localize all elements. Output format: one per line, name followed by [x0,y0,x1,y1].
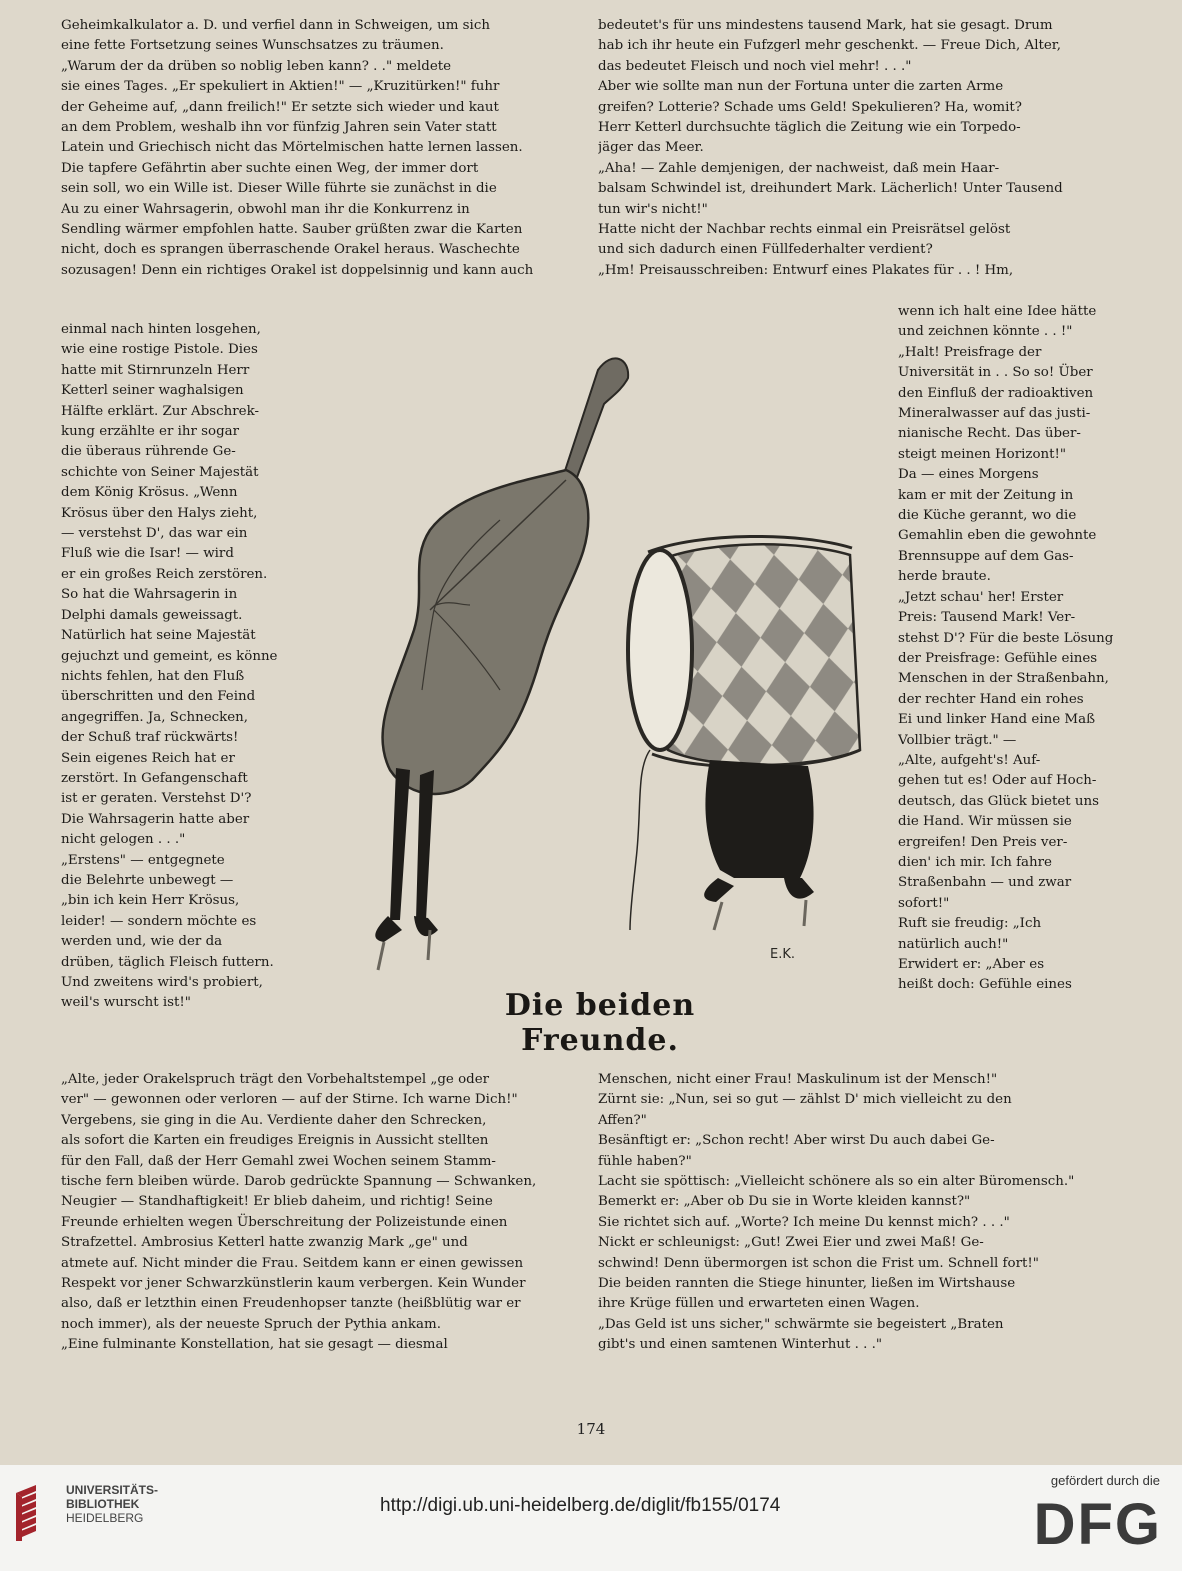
text-line: Nickt er schleunigst: „Gut! Zwei Eier und zwei Maß! Ge- [598,1235,984,1251]
text-line: dem König Krösus. „Wenn [61,485,238,501]
text-line: Preis: Tausend Mark! Ver- [898,610,1076,626]
text-line: die überaus rührende Ge- [61,444,236,460]
text-line: leider! — sondern möchte es [61,913,257,929]
text-line: Fluß wie die Isar! — wird [61,546,234,562]
text-line: Ei und linker Hand eine Maß [898,712,1096,728]
text-line: an dem Problem, weshalb ihn vor fünfzig Jahren sein Vater statt [61,120,497,136]
text-line: heißt doch: Gefühle eines [898,977,1072,993]
funded-by-label: gefördert durch die [1050,1473,1160,1488]
library-name-line: BIBLIOTHEK [66,1497,140,1511]
text-line: tun wir's nicht!" [598,201,708,217]
text-line: „Erstens" — entgegnete [61,852,225,868]
text-line: hab ich ihr heute ein Fufzgerl mehr geschenkt. — Freue Dich, Alter, [598,38,1061,54]
text-line: Universität in . . So so! Über [898,365,1093,381]
text-line: Freunde erhielten wegen Überschreitung der Polizeistunde einen [61,1214,508,1230]
text-line: einmal nach hinten losgehen, [61,322,261,337]
text-line: Bemerkt er: „Aber ob Du sie in Worte kleiden kannst?" [598,1194,971,1210]
text-line: gehen tut es! Oder auf Hoch- [898,773,1097,789]
text-line: drüben, täglich Fleisch futtern. [61,954,274,970]
text-line: sofort!" [898,895,950,911]
text-line: nicht gelogen . . ." [61,832,186,848]
text-line: stehst D'? Für die beste Lösung [898,630,1114,646]
text-line: gejuchzt und gemeint, es könne [61,648,278,664]
text-line: Krösus über den Halys zieht, [61,505,258,521]
text-line: balsam Schwindel ist, dreihundert Mark. Lächerlich! Unter Tausend [598,181,1063,197]
text-line: Herr Ketterl durchsuchte täglich die Zeitung wie ein Torpedo- [598,120,1021,136]
library-name-line: UNIVERSITÄTS- [66,1483,159,1497]
text-line: wenn ich halt eine Idee hätte [898,304,1097,319]
dfg-logo[interactable]: DFG [1033,1492,1162,1557]
text-line: Affen?" [598,1112,647,1128]
text-line: Strafzettel. Ambrosius Ketterl hatte zwanzig Mark „ge" und [61,1235,468,1251]
library-name-line: HEIDELBERG [66,1511,144,1525]
text-line: Menschen, nicht einer Frau! Maskulinum ist der Mensch!" [598,1072,998,1087]
text-line: schichte von Seiner Majestät [61,464,259,480]
text-line: „Warum der da drüben so noblig leben kann? . ." meldete [61,58,452,74]
text-line: tische fern bleiben würde. Darob gedrückte Spannung — Schwanken, [61,1174,537,1190]
text-line: Besänftigt er: „Schon recht! Aber wirst Du auch dabei Ge- [598,1133,995,1149]
text-line: Respekt vor jener Schwarzkünstlerin kaum verbergen. Kein Wunder [61,1276,526,1292]
text-line: schwind! Denn übermorgen ist schon die Frist um. Schnell fort!" [598,1255,1039,1271]
text-line: deutsch, das Glück bietet uns [898,793,1100,809]
left-column-narrow [61,320,289,1014]
text-line: Sein eigenes Reich hat er [61,750,235,766]
text-line: Hälfte erklärt. Zur Abschrek- [61,403,260,419]
text-line: hatte mit Stirnrunzeln Herr [61,362,250,378]
text-line: „Jetzt schau' her! Erster [898,589,1064,605]
text-line: Hatte nicht der Nachbar rechts einmal ein Preisrätsel gelöst [598,222,1011,238]
text-line: Delphi damals geweissagt. [61,607,243,623]
double-bass-figure [375,358,628,970]
text-line: Die beiden rannten die Stiege hinunter, ließen im Wirtshause [598,1276,1016,1292]
text-line: Au zu einer Wahrsagerin, obwohl man ihr die Konkurrenz in [61,201,470,217]
text-line: Ketterl seiner waghalsigen [61,383,244,399]
text-line: und zeichnen könnte . . !" [898,324,1073,340]
text-line: Straßenbahn — und zwar [898,875,1072,891]
text-line: überschritten und den Feind [61,689,256,705]
text-line: werden und, wie der da [61,934,223,950]
text-line: „Das Geld ist uns sicher," schwärmte sie begeistert „Braten [598,1316,1004,1332]
library-name[interactable] [66,1483,158,1525]
text-line: greifen? Lotterie? Schade ums Geld! Spekulieren? Ha, womit? [598,99,1022,115]
text-line: nicht, doch es sprangen überraschende Orakel heraus. Waschechte [61,242,520,258]
text-line: Geheimkalkulator a. D. und verfiel dann in Schweigen, um sich [61,18,490,33]
text-line: nianische Recht. Das über- [898,426,1081,442]
text-line: und sich dadurch einen Füllfederhalter verdient? [598,242,933,258]
text-line: der Schuß traf rückwärts! [61,730,239,746]
text-line: Mineralwasser auf das justi- [898,406,1091,422]
text-line: ist er geraten. Verstehst D'? [61,791,252,807]
text-line: also, daß er letzthin einen Freudenhopser tanzte (heißblütig war er [61,1296,521,1312]
viewer-footer [0,1465,1182,1571]
text-line: noch immer), als der neueste Spruch der Pythia ankam. [61,1316,441,1332]
text-line: kung erzählte er ihr sogar [61,424,240,440]
text-line: Vergebens, sie ging in die Au. Verdiente daher den Schrecken, [61,1112,487,1128]
text-line: Und zweitens wird's probiert, [61,975,263,990]
artist-signature: E.K. [770,947,796,962]
text-line: Ruft sie freudig: „Ich [898,916,1042,932]
permalink-url[interactable]: http://digi.ub.uni-heidelberg.de/diglit/fb155/0174 [380,1495,781,1516]
text-line: der rechter Hand ein rohes [898,691,1084,707]
illustration-two-friends [330,330,890,990]
right-column-bottom [598,1070,1126,1356]
text-line: fühle haben?" [598,1153,692,1169]
page-number: 174 [576,1420,606,1438]
text-line: „Aha! — Zahle demjenigen, der nachweist, daß mein Haar- [598,160,1000,176]
text-line: er ein großes Reich zerstören. [61,566,268,582]
text-line: kam er mit der Zeitung in [898,487,1074,503]
text-line: Latein und Griechisch nicht das Mörtelmischen hatte lernen lassen. [61,140,523,156]
text-line: den Einfluß der radioaktiven [898,385,1094,401]
text-line: ergreifen! Den Preis ver- [898,834,1068,850]
drum-figure [628,536,860,930]
text-line: das bedeutet Fleisch und noch viel mehr! . . ." [598,58,912,74]
text-line: dien' ich mir. Ich fahre [898,854,1052,870]
text-line: — verstehst D', das war ein [61,526,248,542]
text-line: Aber wie sollte man nun der Fortuna unter die zarten Arme [598,79,1004,95]
text-line: „Hm! Preisausschreiben: Entwurf eines Plakates für . . ! Hm, [598,262,1014,278]
right-column-narrow [898,302,1124,996]
text-line: Zürnt sie: „Nun, sei so gut — zählst D' mich vielleicht zu den [598,1092,1012,1108]
text-line: gibt's und einen samtenen Winterhut . . ." [598,1337,883,1353]
text-line: „Eine fulminante Konstellation, hat sie gesagt — diesmal [61,1337,448,1353]
text-line: „Alte, jeder Orakelspruch trägt den Vorbehaltstempel „ge oder [61,1072,490,1087]
text-line: weil's wurscht ist!" [61,995,191,1011]
text-line: Sendling wärmer empfohlen hatte. Sauber grüßten zwar die Karten [61,222,523,238]
text-line: ver" — gewonnen oder verloren — auf der Stirne. Ich warne Dich!" [61,1092,518,1108]
text-line: nichts fehlen, hat den Fluß [61,668,245,684]
text-line: bedeutet's für uns mindestens tausend Mark, hat sie gesagt. Drum [598,18,1053,33]
text-line: herde braute. [898,569,991,585]
text-line: Brennsuppe auf dem Gas- [898,548,1074,564]
text-line: Da — eines Morgens [898,467,1039,483]
text-line: eine fette Fortsetzung seines Wunschsatzes zu träumen. [61,38,444,54]
text-line: Menschen in der Straßenbahn, [898,671,1109,687]
text-line: sein soll, wo ein Wille ist. Dieser Wille führte sie zunächst in die [61,181,497,197]
text-line: die Belehrte unbewegt — [61,872,234,888]
text-line: „Halt! Preisfrage der [898,344,1042,360]
text-line: die Hand. Wir müssen sie [898,814,1072,830]
text-line: zerstört. In Gefangenschaft [61,770,248,786]
text-line: „Alte, aufgeht's! Auf- [898,752,1041,768]
text-line: sozusagen! Denn ein richtiges Orakel ist doppelsinnig und kann auch [61,262,534,278]
text-line: Natürlich hat seine Majestät [61,628,256,644]
text-line: Gemahlin eben die gewohnte [898,528,1097,544]
text-line: Sie richtet sich auf. „Worte? Ich meine Du kennst mich? . . ." [598,1214,1010,1230]
text-line: Erwidert er: „Aber es [898,957,1045,972]
text-line: Lacht sie spöttisch: „Vielleicht schönere als so ein alter Büromensch." [598,1174,1075,1190]
text-line: angegriffen. Ja, Schnecken, [61,709,249,725]
text-line: Die tapfere Gefährtin aber suchte einen Weg, der immer dort [61,160,479,176]
text-line: der Preisfrage: Gefühle eines [898,650,1098,666]
text-line: für den Fall, daß der Herr Gemahl zwei Wochen seinem Stamm- [61,1153,496,1169]
left-column-top [61,16,582,281]
text-line: sie eines Tages. „Er spekuliert in Aktien!" — „Kruzitürken!" fuhr [61,79,500,95]
text-line: der Geheime auf, „dann freilich!" Er setzte sich wieder und kaut [61,99,499,115]
text-line: natürlich auch!" [898,936,1009,952]
text-line: als sofort die Karten ein freudiges Ereignis in Aussicht stellten [61,1133,489,1149]
left-column-bottom [61,1070,587,1356]
text-line: ihre Krüge füllen und erwarteten einen Wagen. [598,1296,920,1312]
text-line: „bin ich kein Herr Krösus, [61,893,240,909]
text-line: So hat die Wahrsagerin in [61,587,238,603]
text-line: jäger das Meer. [598,140,704,156]
right-column-top [598,16,1122,281]
text-line: Die Wahrsagerin hatte aber [61,811,250,827]
text-line: wie eine rostige Pistole. Dies [61,342,258,358]
text-line: steigt meinen Horizont!" [898,446,1067,462]
library-logo-icon[interactable] [12,1483,62,1545]
text-line: die Küche gerannt, wo die [898,508,1077,524]
text-line: Vollbier trägt." — [898,732,1017,748]
illustration-caption: Die beiden Freunde. [504,988,696,1058]
text-line: Neugier — Standhaftigkeit! Er blieb daheim, und richtig! Seine [61,1194,493,1210]
text-line: atmete auf. Nicht minder die Frau. Seitdem kann er einen gewissen [61,1255,524,1271]
